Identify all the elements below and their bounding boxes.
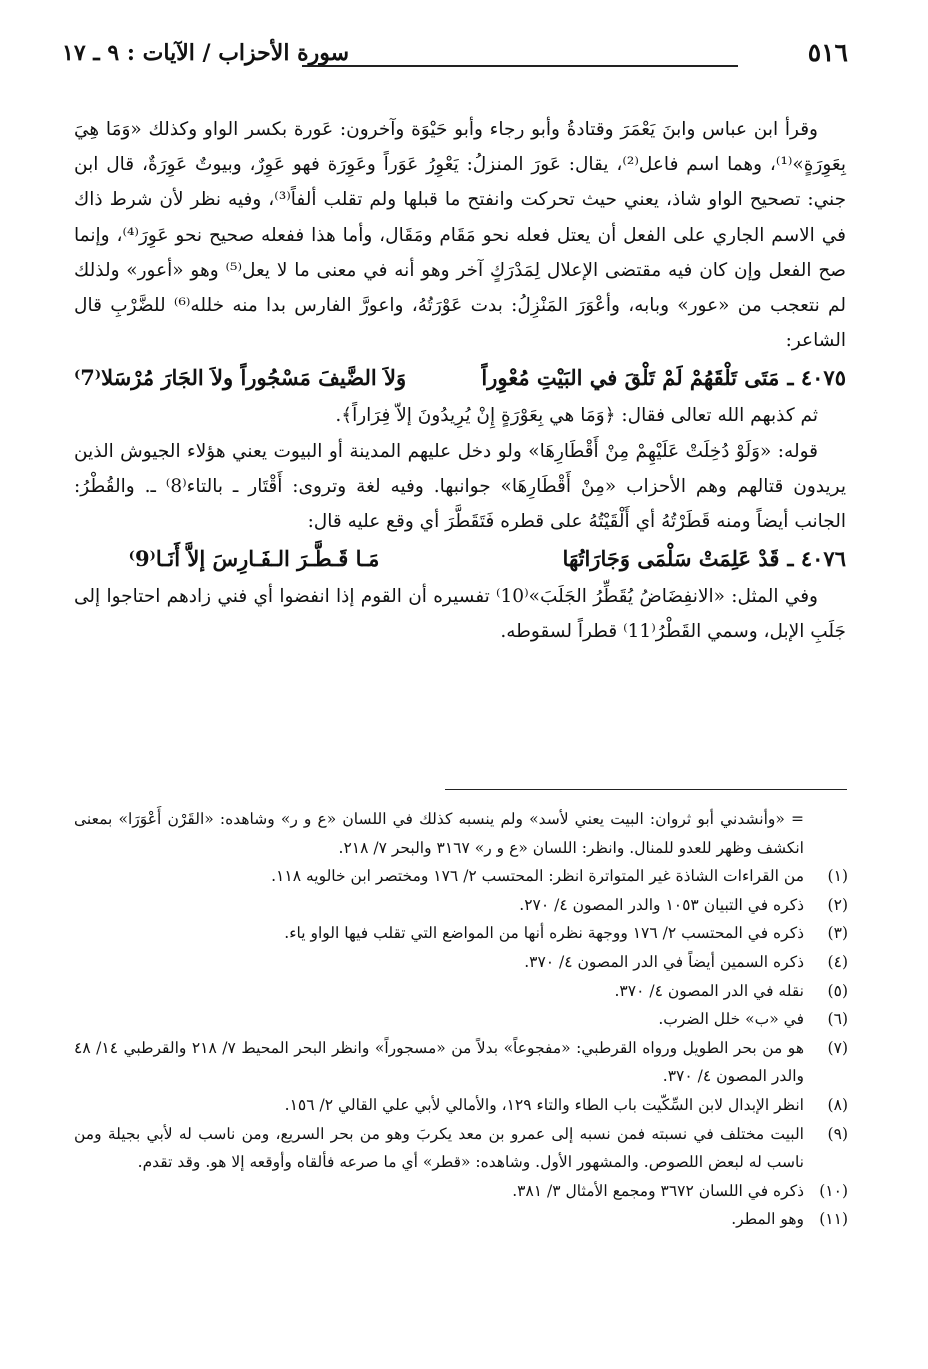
footnote-number: (١١) [819,1210,848,1229]
verse-4076 [74,539,846,579]
footnote-text: في «ب» خلل الضرب. [658,1010,804,1029]
footnote-item [74,948,848,977]
footnote-text: وهو المطر. [731,1210,804,1229]
footnote-item [74,1205,848,1234]
footnote-item [74,1034,848,1091]
footnote-number: (٢) [827,895,848,914]
footnote-text: ذكره في اللسان ٣٦٧٢ ومجمع الأمثال ٣/ ٣٨١. [512,1181,804,1200]
footnote-text: ذكره في المحتسب ٢/ ١٧٦ ووجهة نظره أنها من المواضع التي تقلب فيها الواو ياء. [284,924,804,943]
footnote-number: (١٠) [819,1181,848,1200]
footnote-text: نقله في الدر المصون ٤/ ٣٧٠. [614,981,804,1000]
footnote-number: (٩) [827,1124,848,1143]
footnote-number: (٤) [827,952,848,971]
footnote-item [74,919,848,948]
footnote-number: (١) [827,867,848,886]
running-title: سورة الأحزاب / الآيات : ٩ ـ ١٧ [62,40,350,66]
page-number: ٥١٦ [807,38,848,67]
paragraph-2: ثم كذبهم الله تعالى فقال: ﴿وَمَا هي بِعَوْرَةٍ إِنْ يُرِيدُونَ إلاّ فِرَاراً﴾. [335,405,818,427]
footnote-item [74,1091,848,1120]
footnote-text: البيت مختلف في نسبته فمن نسبه إلى عمرو بن معد يكربَ وهو من بحر السريع، ومن ناسب له لأبي بجيلة ومن ناسب له لبعض اللصوص. والمشهور الأول. وشاهده: «قطر» أي ما صرعه فألقاه وأوقعه إلا هو. وقد تقدم. [74,1124,804,1172]
footnote-text: من القراءات الشاذة غير المتواترة انظر: المحتسب ٢/ ١٧٦ ومختصر ابن خالويه ١١٨. [271,867,804,886]
footnote-number: (٦) [827,1010,848,1029]
footnote-text: انظر الإبدال لابن السِّكّيت باب الطاء والتاء ١٢٩، والأمالي لأبي علي القالي ٢/ ١٥٦. [284,1095,804,1114]
verse-hemistich-2: مَـا قَـطَّـرَ الـفَـارِسَ إلاَّ أَنَـا⁽9⁾ [128,546,380,572]
main-text [74,112,846,650]
verse-hemistich-1: مَتَى تَلْقَهُمْ لَمْ تَلْقَ في البَيْتِ مُعْوِراً [481,365,780,391]
footnote-item [74,891,848,920]
verse-4075 [74,358,846,398]
footnote-text: ذكره السمين أيضاً في الدر المصون ٤/ ٣٧٠. [524,952,804,971]
footnote-number: (٥) [827,981,848,1000]
paragraph-1: وقرأ ابن عباس وابنَ يَعْمَرَ وقتادةُ وأبو رجاء وأبو حَيْوَة وآخرون: عَورة بكسر الواو وكذلك «وَمَا هِيَ بِعَوِرَةٍ»⁽¹⁾، وهما اسم فاعل⁽²⁾، يقال: عَورَ المنزلُ: يَعْوِرُ عَوَراً وعَوِرَة فهو عَوِرٌ، وبيوتٌ عَوِرَةٌ، قال ابن جني: تصحيح الواو شاذ، يعني حيث تحركت وانفتح ما قبلها ولم تقلب ألفاً⁽³⁾، وفيه نظر لأن شرط ذاك في الاسم الجاري على الفعل أن يعتل فعله نحو مَقَام ومَقَال، وأما هذا ففعله صحيح نحو عَوِرَ⁽⁴⁾، وإنما صح الفعل وإن كان فيه مقتضى الإعلال لِمَدْرَكٍ آخر وهو أنه في معنى ما لا يعل⁽⁵⁾ وهو «أعور» ولذلك لم نتعجب من «عور» وبابه، وأعْوَرَ المَنْزِلُ: بدت عَوْرَتُهُ، واعورَّ الفارس بدا منه خلله⁽⁶⁾ للضَّرْبِ قال الشاعر: [74,119,847,352]
footnotes [74,805,848,1234]
header-rule [302,65,738,67]
verse-number: ٤٠٧٥ ـ [787,365,846,391]
page-header [62,34,848,74]
footnote-continuation: = «وأنشدني أبو ثروان: البيت يعني لأسد» ولم ينسبه كذلك في اللسان «ع و ر» وشاهده: «القَرْن أَعْوَرَا» بمعنى انكشف وظهر للعدو للمنال. وانظر: اللسان «ع و ر» ٣١٦٧ والبحر ٧/ ٢١٨. [74,810,804,857]
footnote-item [74,977,848,1006]
footnote-item [74,1120,848,1177]
paragraph-4: وفي المثل: «الانفِضَاضُ يُقَطِّرُ الجَلَبَ»⁽10⁾ تفسيره أن القوم إذا انفضوا أي فني زادهم احتاجوا إلى جَلَبِ الإبل، وسمي القَطْرُ⁽11⁾ قطراً لسقوطه. [74,586,846,643]
verse-hemistich-1: قَدْ عَلِمَتْ سَلْمَى وَجَارَاتُهَا [562,546,780,572]
verse-number: ٤٠٧٦ ـ [787,546,846,572]
verse-hemistich-2: وَلاَ الضَّيفَ مَسْجُوراً ولاَ الجَارَ مُرْسَلا⁽7⁾ [74,365,407,391]
footnote-item [74,1005,848,1034]
paragraph-3: قوله: «وَلَوْ دُخِلَتْ عَلَيْهِمْ مِنْ أَقْطَارِهَا» ولو دخل عليهم المدينة أو البيوت يعني هؤلاء الجيوش الذين يريدون قتالهم وهم الأحزاب «مِنْ أَقْطَارِهَا» جوانبها. وفيه لغة وتروى: أَقْتَار ـ بالتاء⁽8⁾ ـ. والقُطْرُ: الجانب أيضاً ومنه قَطَرْتُهُ أي أَلْقَيْتُهُ على قطره فَتَقَطَّرَ أي وقع عليه قال: [74,440,846,533]
footnote-number: (٧) [827,1038,848,1057]
footnote-text: ذكره في التبيان ١٠٥٣ والدر المصون ٤/ ٢٧٠. [519,895,804,914]
footnote-number: (٨) [827,1095,848,1114]
footnote-item [74,862,848,891]
footnote-text: هو من بحر الطويل ورواه القرطبي: «مفجوعاً» بدلاً من «مسجوراً» وانظر البحر المحيط ٧/ ٢١٨ والقرطبي ١٤/ ٤٨ والدر المصون ٤/ ٣٧٠. [74,1038,804,1086]
footnote-rule [445,789,847,790]
footnote-number: (٣) [827,924,848,943]
footnote-item [74,1177,848,1206]
